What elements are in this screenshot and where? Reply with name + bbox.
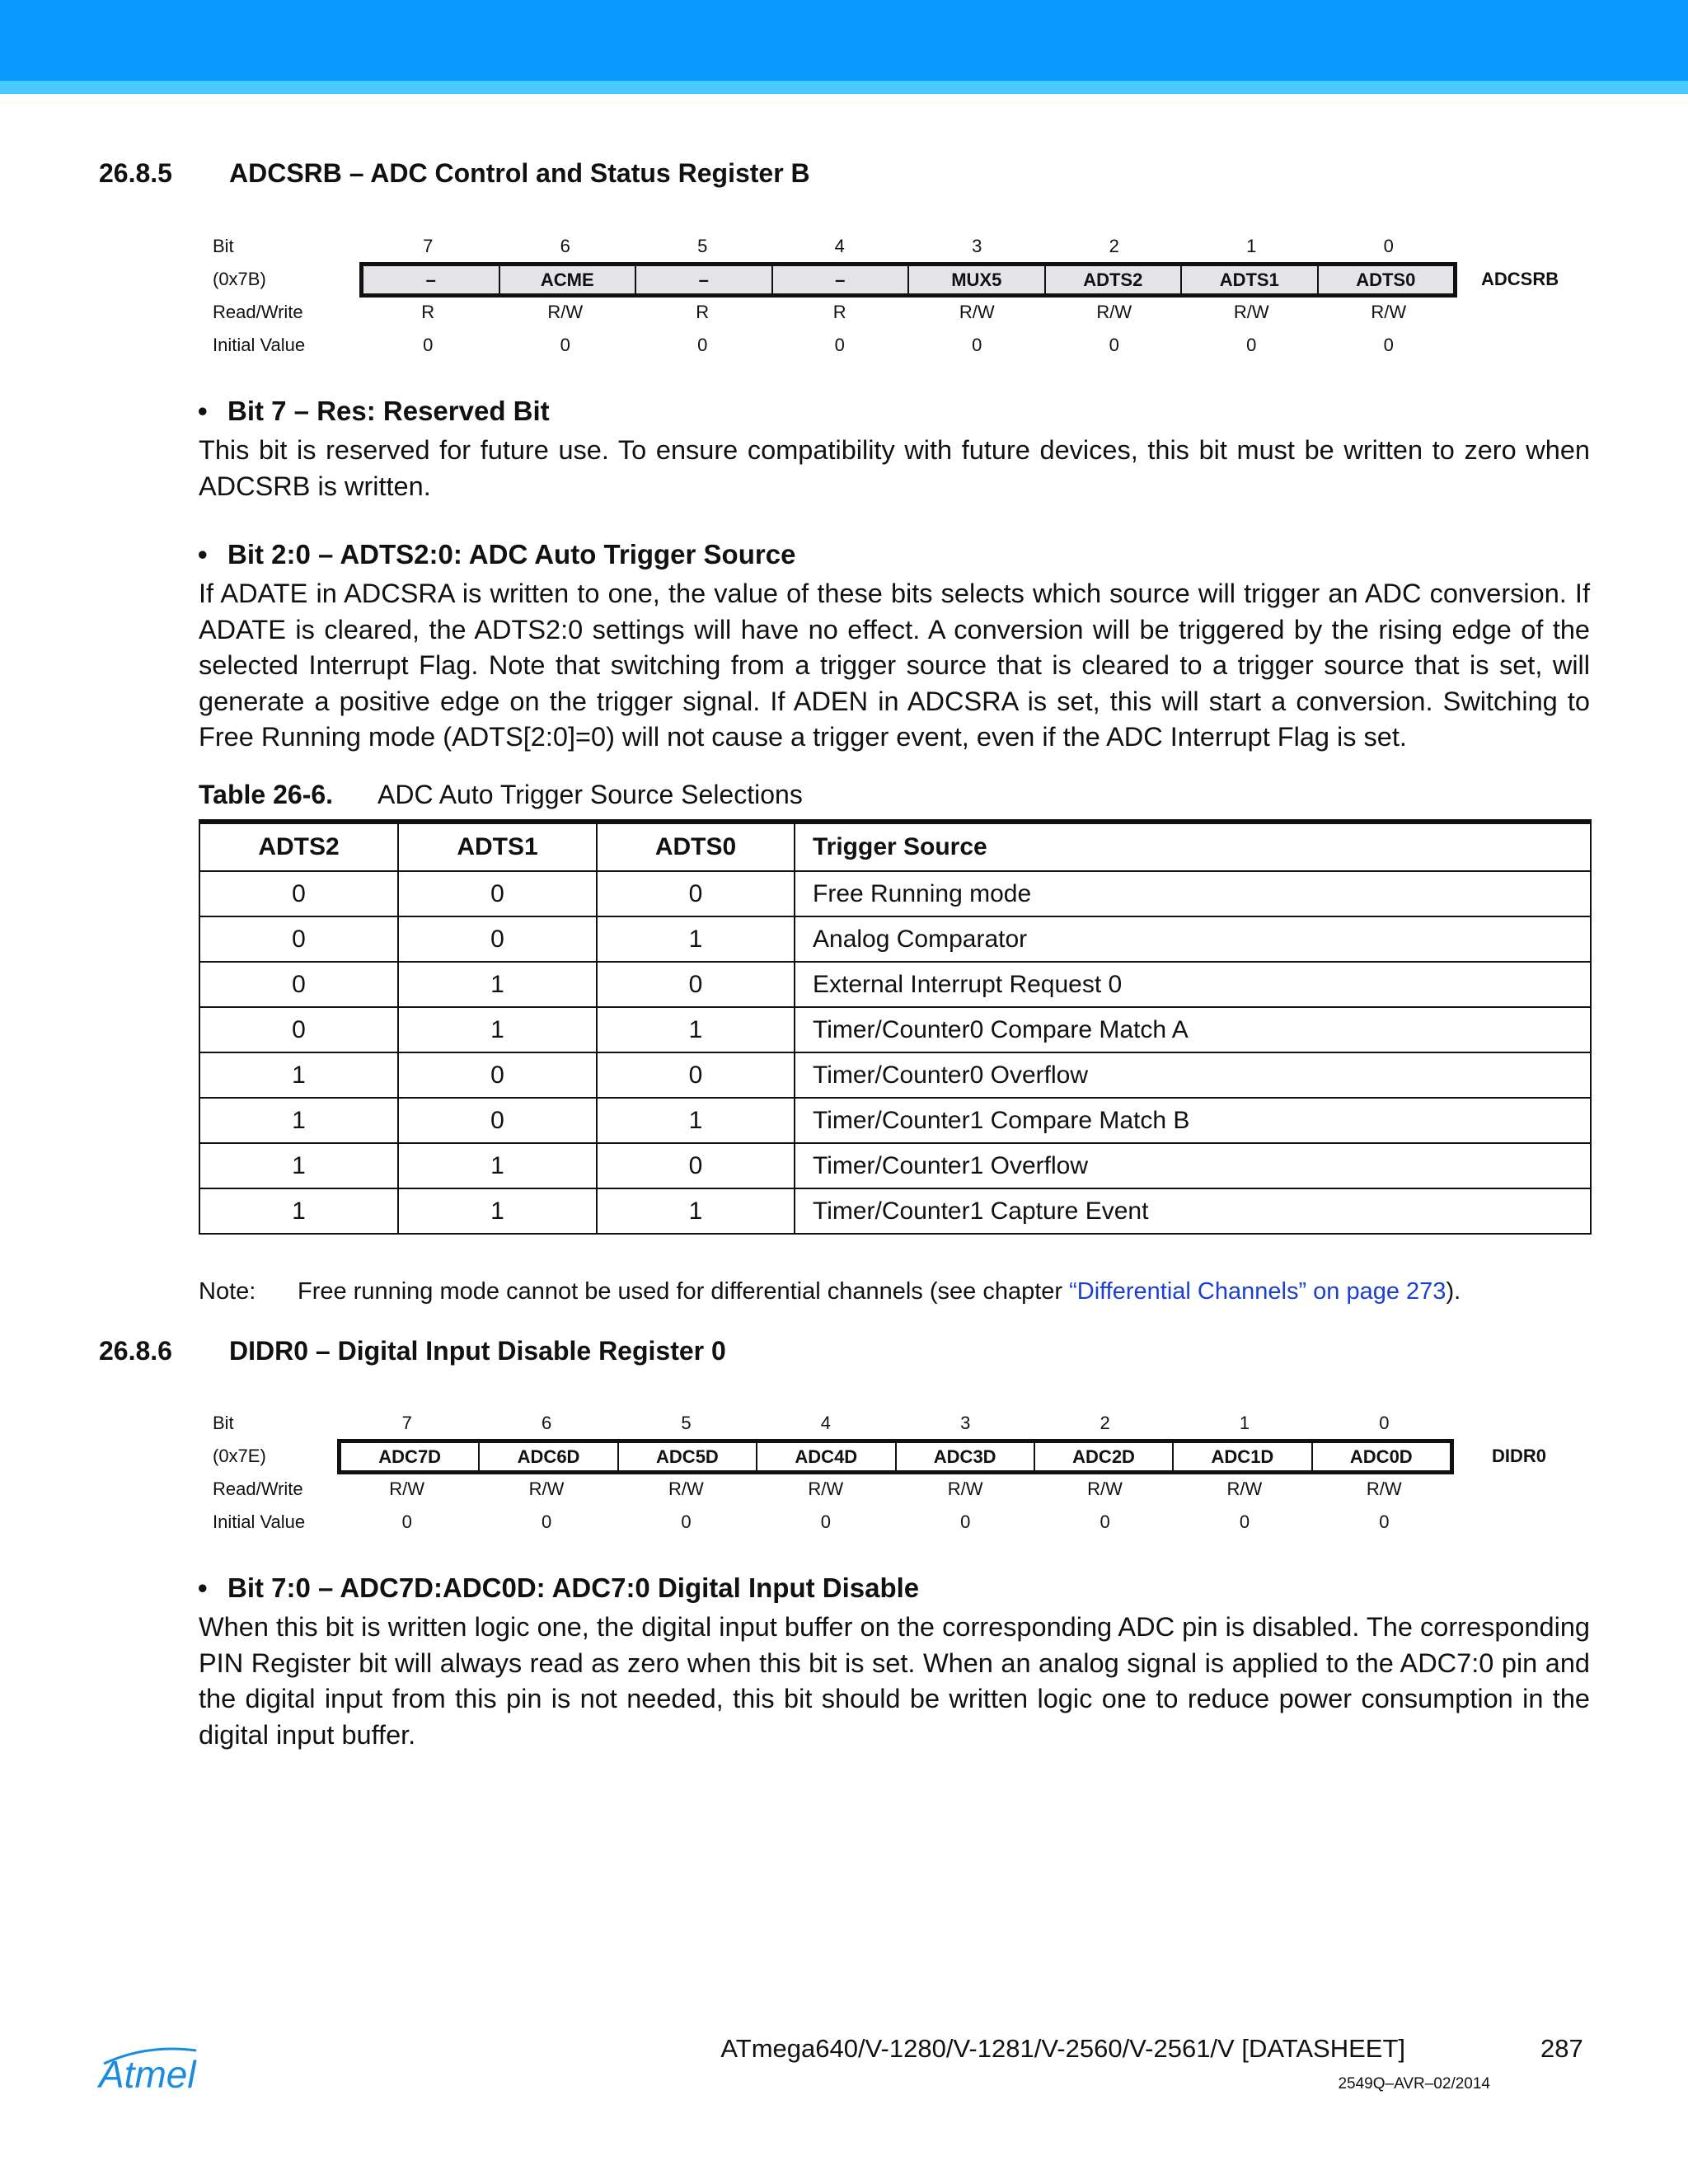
section-heading-didr0 [99, 1336, 726, 1366]
table-row [199, 962, 1591, 1007]
table-caption-label: Table 26-6. [199, 780, 334, 809]
read-write-value: R/W [547, 302, 584, 322]
initial-value: 0 [1383, 335, 1394, 355]
read-write-value: R/W [1087, 1479, 1123, 1499]
table-header-cell: ADTS2 [199, 822, 398, 871]
table-cell: Analog Comparator [795, 916, 1591, 962]
table-cell: 0 [199, 916, 398, 962]
table-cell: 1 [199, 1052, 398, 1098]
footer-page-number: 287 [1540, 2034, 1583, 2063]
register-field-box [359, 262, 1457, 298]
bit-number: 5 [697, 236, 708, 256]
section-title: DIDR0 – Digital Input Disable Register 0 [229, 1336, 726, 1366]
table-cell: 0 [398, 871, 597, 916]
bit-number: 2 [1109, 236, 1119, 256]
read-write-value: R/W [1366, 1479, 1402, 1499]
bit-number: 1 [1239, 1413, 1250, 1433]
row-label-bit: Bit [213, 236, 234, 256]
table-cell: 0 [597, 1052, 795, 1098]
field-bit0: ADC0D [1349, 1446, 1413, 1467]
field-bit1: ADTS1 [1182, 266, 1319, 293]
table-cell: 1 [398, 1188, 597, 1234]
table-cell: 0 [597, 1143, 795, 1188]
table-row [199, 1143, 1591, 1188]
field-bit6: ACME [500, 266, 637, 293]
table-row [199, 1188, 1591, 1234]
didr0-register-diagram [0, 1408, 1688, 1540]
table-cell: 1 [597, 1098, 795, 1143]
read-write-value: R/W [1226, 1479, 1263, 1499]
initial-value: 0 [820, 1511, 831, 1532]
bit-number: 0 [1379, 1413, 1390, 1433]
field-bit1: ADC1D [1174, 1443, 1312, 1470]
table-caption-title: ADC Auto Trigger Source Selections [377, 780, 803, 809]
table-cell: 1 [597, 1188, 795, 1234]
table-row [199, 1098, 1591, 1143]
field-bit2: ADC2D [1035, 1443, 1174, 1470]
initial-value: 0 [1239, 1511, 1250, 1532]
initial-value: 0 [1100, 1511, 1110, 1532]
bit-number: 0 [1383, 236, 1394, 256]
initial-value: 0 [681, 1511, 692, 1532]
bit-number: 6 [541, 1413, 552, 1433]
bullet-heading-text: Bit 2:0 – ADTS2:0: ADC Auto Trigger Source [227, 539, 796, 569]
table-cell: 1 [398, 1007, 597, 1052]
bit-number: 3 [972, 236, 982, 256]
read-write-value: R/W [808, 1479, 844, 1499]
table-cell: Timer/Counter0 Compare Match A [795, 1007, 1591, 1052]
read-write-value: R/W [1096, 302, 1132, 322]
row-label-initial-value: Initial Value [213, 1511, 306, 1532]
header-accent-strip [0, 81, 1688, 94]
bullet-heading-text: Bit 7 – Res: Reserved Bit [227, 396, 550, 426]
table-cell: 1 [597, 1007, 795, 1052]
note-text: Free running mode cannot be used for differential channels (see chapter [298, 1278, 1070, 1305]
trigger-source-table [199, 819, 1592, 1235]
table-cell: 1 [597, 916, 795, 962]
bit-number: 7 [401, 1413, 412, 1433]
table-cell: 0 [398, 916, 597, 962]
register-name: DIDR0 [1492, 1446, 1547, 1466]
table-cell: 0 [199, 871, 398, 916]
bit-number: 4 [834, 236, 845, 256]
footer-revision: 2549Q–AVR–02/2014 [1338, 2075, 1490, 2093]
table-row [199, 1052, 1591, 1098]
register-name: ADCSRB [1481, 269, 1559, 289]
initial-value: 0 [960, 1511, 971, 1532]
table-header-cell: ADTS0 [597, 822, 795, 871]
paragraph-bit2-0: If ADATE in ADCSRA is written to one, the value of these bits selects which source will trigger an ADC conversion. If ADATE is cleared, the ADTS2:0 settings will have no effect. A conversion will be triggered by the rising edge of the selected Interrupt Flag. Note that switching from a trigger source that is cleared to a trigger source that is set, will generate a positive edge on the trigger signal. If ADEN in ADCSRA is set, this will start a conversion. Switching to Free Running mode (ADTS[2:0]=0) will not cause a trigger event, even if the ADC Interrupt Flag is set. [199, 579, 1590, 752]
field-bit4: ADC4D [757, 1443, 896, 1470]
field-bit5: ADC5D [619, 1443, 757, 1470]
footer-document-title: ATmega640/V-1280/V-1281/V-2560/V-2561/V [DATASHEET] [720, 2034, 1405, 2063]
atmel-logo [97, 2042, 237, 2093]
field-bit6: ADC6D [480, 1443, 618, 1470]
bullet-glyph: • [198, 396, 208, 426]
differential-channels-link[interactable]: “Differential Channels” on page 273 [1069, 1278, 1447, 1305]
section-title: ADCSRB – ADC Control and Status Register B [229, 158, 810, 188]
field-bit5: – [636, 266, 773, 293]
bullet-heading-bit2-0 [198, 539, 795, 570]
read-write-value: R/W [1371, 302, 1407, 322]
initial-value: 0 [972, 335, 982, 355]
read-write-value: R/W [528, 1479, 565, 1499]
table-header-row [199, 822, 1591, 871]
table-row [199, 1007, 1591, 1052]
row-label-initial-value: Initial Value [213, 335, 306, 355]
row-label-bit: Bit [213, 1413, 234, 1433]
field-bit4: – [773, 266, 910, 293]
read-write-value: R/W [959, 302, 995, 322]
table-cell: 0 [199, 962, 398, 1007]
field-bit7: – [363, 266, 500, 293]
table-cell: 1 [199, 1098, 398, 1143]
section-heading-adcsrb [99, 158, 810, 189]
table-row [199, 871, 1591, 916]
table-cell: Free Running mode [795, 871, 1591, 916]
table-note [199, 1278, 1461, 1305]
table-cell: 0 [199, 1007, 398, 1052]
section-number: 26.8.6 [99, 1336, 172, 1366]
note-text-end: ). [1446, 1278, 1461, 1305]
row-label-address: (0x7B) [213, 269, 266, 289]
table-caption [199, 780, 803, 810]
initial-value: 0 [423, 335, 434, 355]
initial-value: 0 [1246, 335, 1257, 355]
section-number: 26.8.5 [99, 158, 172, 188]
bit-number: 6 [560, 236, 570, 256]
row-label-read-write: Read/Write [213, 302, 303, 322]
table-cell: 0 [398, 1098, 597, 1143]
read-write-value: R/W [389, 1479, 425, 1499]
paragraph-bit7-0: When this bit is written logic one, the digital input buffer on the corresponding ADC pin is disabled. The corresponding PIN Register bit will always read as zero when this bit is set. When an analog signal is applied to the ADC7:0 pin and the digital input from this pin is not needed, this bit should be written logic one to reduce power consumption in the digital input buffer. [199, 1612, 1590, 1750]
table-cell: Timer/Counter0 Overflow [795, 1052, 1591, 1098]
table-cell: 0 [597, 871, 795, 916]
paragraph-bit7: This bit is reserved for future use. To ensure compatibility with future devices, this bit must be written to zero when ADCSRB is written. [199, 435, 1590, 501]
bit-number: 4 [820, 1413, 831, 1433]
table-header-cell: ADTS1 [398, 822, 597, 871]
read-write-value: R/W [668, 1479, 704, 1499]
table-cell: Timer/Counter1 Capture Event [795, 1188, 1591, 1234]
initial-value: 0 [560, 335, 570, 355]
table-cell: 0 [398, 1052, 597, 1098]
initial-value: 0 [401, 1511, 412, 1532]
adcsrb-register-diagram [0, 231, 1688, 363]
table-cell: 1 [398, 1143, 597, 1188]
table-cell: 1 [199, 1143, 398, 1188]
initial-value: 0 [1379, 1511, 1390, 1532]
read-write-value: R/W [947, 1479, 983, 1499]
bit-number: 5 [681, 1413, 692, 1433]
bullet-glyph: • [198, 1572, 208, 1603]
logo-text: Atmel [99, 2053, 196, 2093]
bit-number: 1 [1246, 236, 1257, 256]
field-bit3: ADC3D [897, 1443, 1035, 1470]
row-label-address: (0x7E) [213, 1446, 266, 1466]
field-bit2: ADTS2 [1046, 266, 1183, 293]
table-cell: Timer/Counter1 Compare Match B [795, 1098, 1591, 1143]
bullet-heading-bit7 [198, 396, 550, 427]
field-bit0: ADTS0 [1356, 269, 1416, 290]
register-field-box [337, 1439, 1454, 1474]
read-write-value: R [696, 302, 710, 322]
initial-value: 0 [541, 1511, 552, 1532]
read-write-value: R [421, 302, 435, 322]
field-bit7: ADC7D [341, 1443, 480, 1470]
bit-number: 3 [960, 1413, 971, 1433]
bullet-heading-text: Bit 7:0 – ADC7D:ADC0D: ADC7:0 Digital Input Disable [227, 1572, 920, 1603]
header-bar [0, 0, 1688, 81]
bit-number: 2 [1100, 1413, 1110, 1433]
table-cell: External Interrupt Request 0 [795, 962, 1591, 1007]
table-row [199, 916, 1591, 962]
read-write-value: R [832, 302, 846, 322]
initial-value: 0 [834, 335, 845, 355]
table-cell: Timer/Counter1 Overflow [795, 1143, 1591, 1188]
field-bit3: MUX5 [909, 266, 1046, 293]
row-label-read-write: Read/Write [213, 1479, 303, 1499]
bullet-heading-bit7-0 [198, 1572, 919, 1604]
note-label: Note: [199, 1278, 256, 1305]
table-cell: 1 [398, 962, 597, 1007]
table-header-cell: Trigger Source [795, 822, 1591, 871]
bullet-glyph: • [198, 539, 208, 569]
bit-number: 7 [423, 236, 434, 256]
read-write-value: R/W [1233, 302, 1269, 322]
initial-value: 0 [697, 335, 708, 355]
table-cell: 0 [597, 962, 795, 1007]
initial-value: 0 [1109, 335, 1119, 355]
table-cell: 1 [199, 1188, 398, 1234]
